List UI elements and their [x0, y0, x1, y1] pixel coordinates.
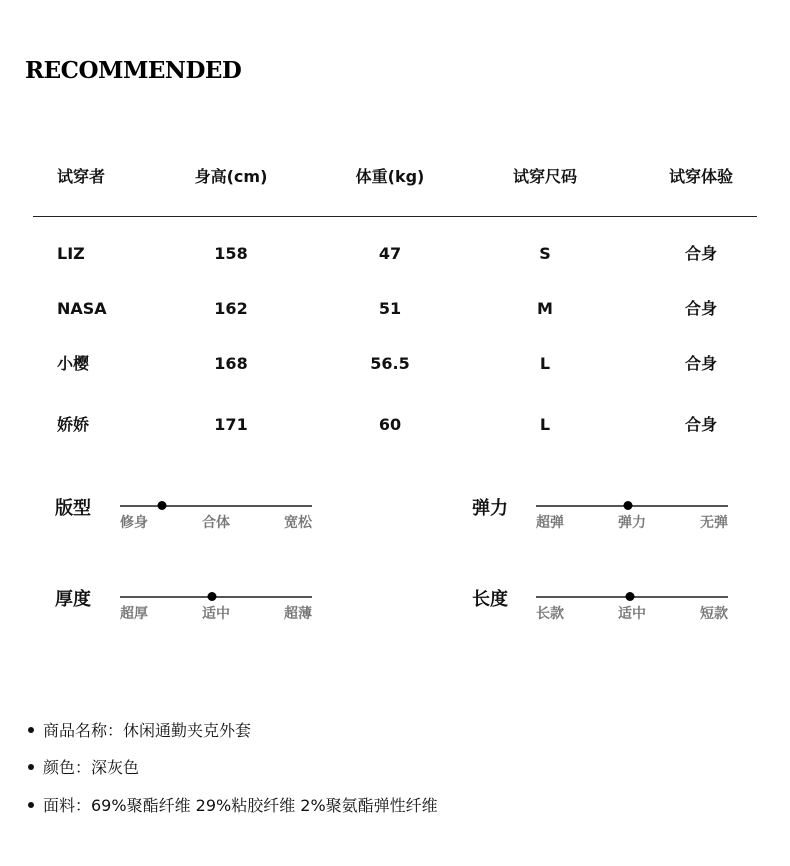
cell-weight: 47: [378, 244, 402, 263]
cell-tryer: NASA: [57, 299, 107, 318]
length-scale-marker: [626, 592, 635, 601]
cell-tryer: LIZ: [57, 244, 85, 263]
header-tryer: 试穿者: [57, 167, 106, 186]
elasticity-option-stretch: 弹力: [618, 515, 646, 531]
table-row: [0, 415, 790, 439]
cell-tryer: 小樱: [57, 354, 90, 373]
length-label: 长度: [472, 589, 508, 610]
fit-scale-marker: [158, 501, 167, 510]
thickness-option-medium: 适中: [202, 606, 230, 622]
thickness-label: 厚度: [55, 589, 91, 610]
elasticity-option-none: 无弹: [700, 515, 728, 531]
bullet-icon: [28, 727, 34, 733]
cell-size: S: [539, 244, 551, 263]
cell-size: L: [539, 354, 551, 373]
cell-size: L: [539, 415, 551, 434]
fit-option-loose: 宽松: [284, 515, 312, 531]
info-text: 商品名称：休闲通勤夹克外套: [43, 721, 252, 740]
fit-scale-track: [120, 505, 312, 507]
size-table-header: [0, 165, 790, 193]
info-item-product-name: [28, 720, 251, 742]
cell-tryer: 娇娇: [57, 415, 90, 434]
fit-option-slim: 修身: [120, 515, 148, 531]
elasticity-scale-marker: [624, 501, 633, 510]
cell-experience: 合身: [684, 299, 718, 318]
length-option-short: 短款: [700, 606, 728, 622]
cell-weight: 60: [378, 415, 402, 434]
table-divider: [33, 216, 757, 217]
cell-height: 158: [214, 244, 248, 263]
cell-experience: 合身: [684, 354, 718, 373]
fit-option-regular: 合体: [202, 515, 230, 531]
bullet-icon: [28, 764, 34, 770]
elasticity-scale: [536, 497, 728, 537]
length-option-medium: 适中: [618, 606, 646, 622]
header-height: 身高(cm): [194, 167, 268, 186]
cell-weight: 56.5: [370, 354, 410, 373]
section-title: RECOMMENDED: [25, 57, 242, 84]
thickness-scale-marker: [208, 592, 217, 601]
cell-weight: 51: [378, 299, 402, 318]
info-item-color: [28, 757, 139, 779]
length-option-long: 长款: [536, 606, 564, 622]
cell-height: 162: [214, 299, 248, 318]
info-text: 面料：69%聚酯纤维 29%粘胶纤维 2%聚氨酯弹性纤维: [43, 796, 438, 815]
bullet-icon: [28, 802, 34, 808]
cell-height: 168: [214, 354, 248, 373]
cell-height: 171: [214, 415, 248, 434]
header-size: 试穿尺码: [512, 167, 578, 186]
header-experience: 试穿体验: [668, 167, 734, 186]
thickness-option-thin: 超薄: [284, 606, 312, 622]
table-row: [0, 299, 790, 323]
cell-experience: 合身: [684, 244, 718, 263]
cell-size: M: [537, 299, 553, 318]
thickness-option-thick: 超厚: [120, 606, 148, 622]
table-row: [0, 354, 790, 378]
info-item-fabric: [28, 795, 438, 817]
fit-scale: [120, 497, 312, 537]
header-weight: 体重(kg): [355, 167, 425, 186]
elasticity-label: 弹力: [472, 498, 508, 519]
fit-label: 版型: [55, 498, 91, 519]
cell-experience: 合身: [684, 415, 718, 434]
table-row: [0, 244, 790, 268]
elasticity-option-super: 超弹: [536, 515, 564, 531]
length-scale: [536, 588, 728, 628]
thickness-scale: [120, 588, 312, 628]
info-text: 颜色：深灰色: [43, 758, 140, 777]
